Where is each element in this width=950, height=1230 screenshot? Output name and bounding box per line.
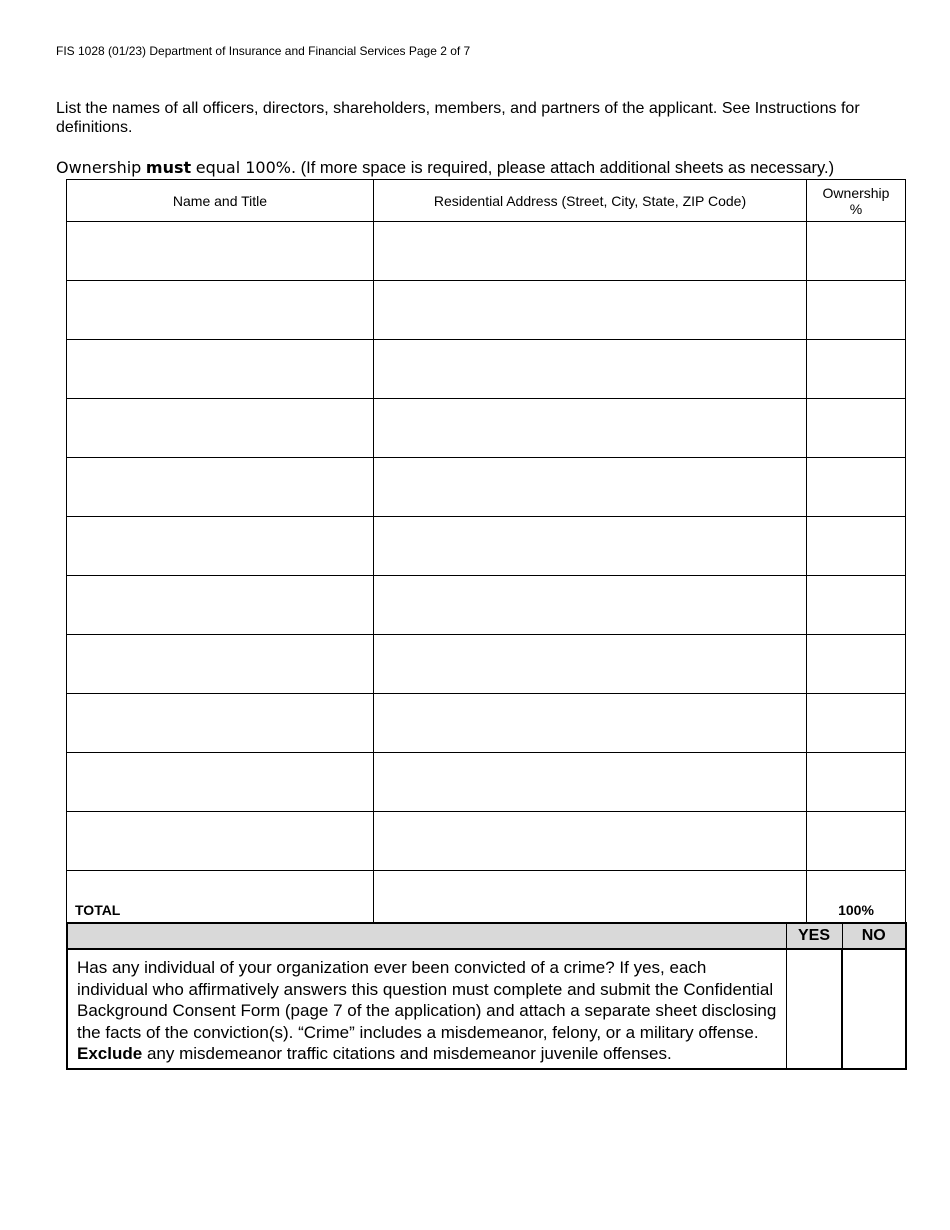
table-row bbox=[67, 340, 906, 399]
name-title-cell[interactable] bbox=[67, 753, 374, 812]
table-row bbox=[67, 517, 906, 576]
ownership-note-lead: Ownership bbox=[56, 158, 142, 177]
ownership-percent-cell[interactable] bbox=[807, 635, 906, 694]
address-cell[interactable] bbox=[374, 222, 807, 281]
ownership-percent-cell[interactable] bbox=[807, 458, 906, 517]
form-header: FIS 1028 (01/23) Department of Insurance and Financial Services Page 2 of 7 bbox=[56, 44, 471, 58]
crime-question-table bbox=[66, 922, 907, 1070]
ownership-percent-cell[interactable] bbox=[807, 281, 906, 340]
column-header-name-title: Name and Title bbox=[67, 180, 374, 222]
crime-question-part1: Has any individual of your organization ever been convicted of a crime? If yes, each individual who affirmatively answers this question must complete and submit the Confidential Background Consent Form (page 7 of the application) and attach a separate sheet disclosing the facts of the conviction(s). “Crime” includes a misdemeanor, felony, or a military offense. bbox=[77, 958, 777, 1042]
name-title-cell[interactable] bbox=[67, 458, 374, 517]
table-row bbox=[67, 753, 906, 812]
ownership-percent-cell[interactable] bbox=[807, 694, 906, 753]
table-row bbox=[67, 399, 906, 458]
yes-no-header-row bbox=[67, 923, 906, 949]
address-cell[interactable] bbox=[374, 458, 807, 517]
crime-question-exclude: Exclude bbox=[77, 1044, 143, 1063]
ownership-percent-cell[interactable] bbox=[807, 753, 906, 812]
table-row bbox=[67, 635, 906, 694]
table-row bbox=[67, 281, 906, 340]
column-header-ownership bbox=[807, 180, 906, 222]
table-header-row bbox=[67, 180, 906, 222]
no-column-header: NO bbox=[842, 923, 906, 949]
yes-answer-box[interactable] bbox=[786, 949, 842, 1069]
name-title-cell[interactable] bbox=[67, 399, 374, 458]
no-answer-box[interactable] bbox=[842, 949, 906, 1069]
ownership-note-must: must bbox=[145, 158, 192, 177]
address-cell[interactable] bbox=[374, 340, 807, 399]
total-address-cell bbox=[374, 871, 807, 923]
name-title-cell[interactable] bbox=[67, 635, 374, 694]
ownership-note bbox=[56, 158, 834, 178]
address-cell[interactable] bbox=[374, 399, 807, 458]
name-title-cell[interactable] bbox=[67, 517, 374, 576]
name-title-cell[interactable] bbox=[67, 812, 374, 871]
total-label: TOTAL bbox=[67, 871, 374, 923]
column-header-ownership-word: Ownership bbox=[822, 184, 890, 201]
ownership-note-equal: equal 100%. bbox=[195, 158, 297, 177]
table-row bbox=[67, 458, 906, 517]
name-title-cell[interactable] bbox=[67, 281, 374, 340]
table-row bbox=[67, 812, 906, 871]
ownership-percent-cell[interactable] bbox=[807, 812, 906, 871]
yes-column-header: YES bbox=[786, 923, 842, 949]
ownership-percent-cell[interactable] bbox=[807, 340, 906, 399]
ownership-note-rest: (If more space is required, please attach additional sheets as necessary.) bbox=[300, 159, 835, 177]
address-cell[interactable] bbox=[374, 635, 807, 694]
crime-question-row bbox=[67, 949, 906, 1069]
table-row bbox=[67, 222, 906, 281]
name-title-cell[interactable] bbox=[67, 222, 374, 281]
address-cell[interactable] bbox=[374, 517, 807, 576]
address-cell[interactable] bbox=[374, 694, 807, 753]
header-spacer bbox=[67, 923, 786, 949]
ownership-percent-cell[interactable] bbox=[807, 399, 906, 458]
address-cell[interactable] bbox=[374, 753, 807, 812]
name-title-cell[interactable] bbox=[67, 340, 374, 399]
ownership-table bbox=[66, 179, 906, 923]
instructions-text: List the names of all officers, directors, shareholders, members, and partners of the applicant. See Instructions for definitions. bbox=[56, 100, 860, 136]
ownership-percent-cell[interactable] bbox=[807, 576, 906, 635]
column-header-percent-sign: % bbox=[849, 200, 863, 217]
crime-question-part2: any misdemeanor traffic citations and misdemeanor juvenile offenses. bbox=[146, 1044, 672, 1063]
name-title-cell[interactable] bbox=[67, 576, 374, 635]
address-cell[interactable] bbox=[374, 281, 807, 340]
total-row bbox=[67, 871, 906, 923]
ownership-percent-cell[interactable] bbox=[807, 517, 906, 576]
ownership-percent-cell[interactable] bbox=[807, 222, 906, 281]
address-cell[interactable] bbox=[374, 576, 807, 635]
name-title-cell[interactable] bbox=[67, 694, 374, 753]
table-row bbox=[67, 694, 906, 753]
address-cell[interactable] bbox=[374, 812, 807, 871]
column-header-address: Residential Address (Street, City, State, ZIP Code) bbox=[374, 180, 807, 222]
total-percent: 100% bbox=[807, 871, 906, 923]
table-row bbox=[67, 576, 906, 635]
crime-question-text bbox=[67, 949, 786, 1069]
